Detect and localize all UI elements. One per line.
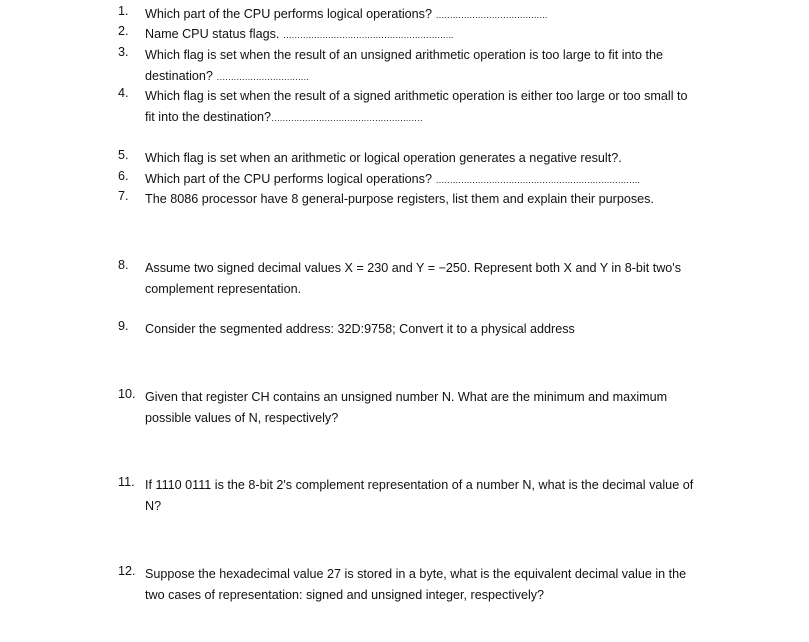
question-text: The 8086 processor have 8 general-purpose registers, list them and explain their purposes. (145, 192, 654, 206)
question-text-block (145, 189, 718, 210)
question-text: Which part of the CPU performs logical operations? (145, 7, 432, 21)
question-text: Which part of the CPU performs logical operations? (145, 172, 432, 186)
question-text: Name CPU status flags. (145, 27, 280, 41)
question-text: Assume two signed decimal values X = 230 and Y = −250. Represent both X and Y in 8-bit two's complement representation. (145, 261, 681, 296)
question-number: 9. (118, 319, 129, 333)
question-text-block (145, 24, 718, 46)
question-text-block (145, 387, 710, 428)
question-text: Which flag is set when the result of an unsigned arithmetic operation is too large to fit into the destination? (145, 48, 664, 83)
question-text: If 1110 0111 is the 8-bit 2's complement representation of a number N, what is the decimal value of N? (145, 478, 694, 513)
question-6 (118, 169, 718, 191)
question-number: 6. (118, 169, 129, 183)
question-text-block (145, 86, 695, 128)
question-2 (118, 24, 718, 46)
question-number: 11. (118, 475, 135, 489)
question-text-block (145, 475, 695, 516)
question-text-block (145, 45, 695, 87)
question-12 (118, 564, 718, 605)
answer-blank: ……………………………………………………. (282, 30, 453, 40)
question-3 (118, 45, 718, 87)
question-4 (118, 86, 718, 128)
question-number: 10. (118, 387, 136, 401)
question-7 (118, 189, 718, 210)
question-8 (118, 258, 718, 299)
question-text: Which flag is set when an arithmetic or logical operation generates a negative result?. (145, 151, 622, 165)
question-text: Consider the segmented address: 32D:9758; Convert it to a physical address (145, 322, 575, 336)
answer-blank: ……………………………………………… (271, 112, 423, 123)
question-number: 12. (118, 564, 136, 578)
question-11 (118, 475, 718, 516)
question-1 (118, 4, 718, 26)
question-text-block (145, 148, 718, 169)
question-9 (118, 319, 718, 340)
question-number: 1. (118, 4, 129, 18)
question-text-block (145, 258, 715, 299)
question-text: Which flag is set when the result of a signed arithmetic operation is either too large or too small to fit into the destination? (145, 89, 688, 124)
question-text: Given that register CH contains an unsigned number N. What are the minimum and maximum possible values of N, respectively? (145, 390, 668, 425)
answer-blank: …………………………………. (435, 10, 547, 20)
answer-blank: ………………………………………………………………. (435, 175, 640, 185)
question-text: Suppose the hexadecimal value 27 is stored in a byte, what is the equivalent decimal value in the two cases of representation: signed and unsigned integer, respectively? (145, 567, 687, 602)
question-text-block (145, 169, 718, 191)
question-10 (118, 387, 718, 428)
question-number: 8. (118, 258, 129, 272)
question-number: 4. (118, 86, 129, 100)
question-5 (118, 148, 718, 169)
question-text-block (145, 319, 718, 340)
question-text-block (145, 4, 718, 26)
question-text-block (145, 564, 705, 605)
question-number: 5. (118, 148, 129, 162)
question-number: 3. (118, 45, 129, 59)
question-number: 2. (118, 24, 129, 38)
answer-blank: …………………………… (216, 71, 309, 82)
question-number: 7. (118, 189, 129, 203)
